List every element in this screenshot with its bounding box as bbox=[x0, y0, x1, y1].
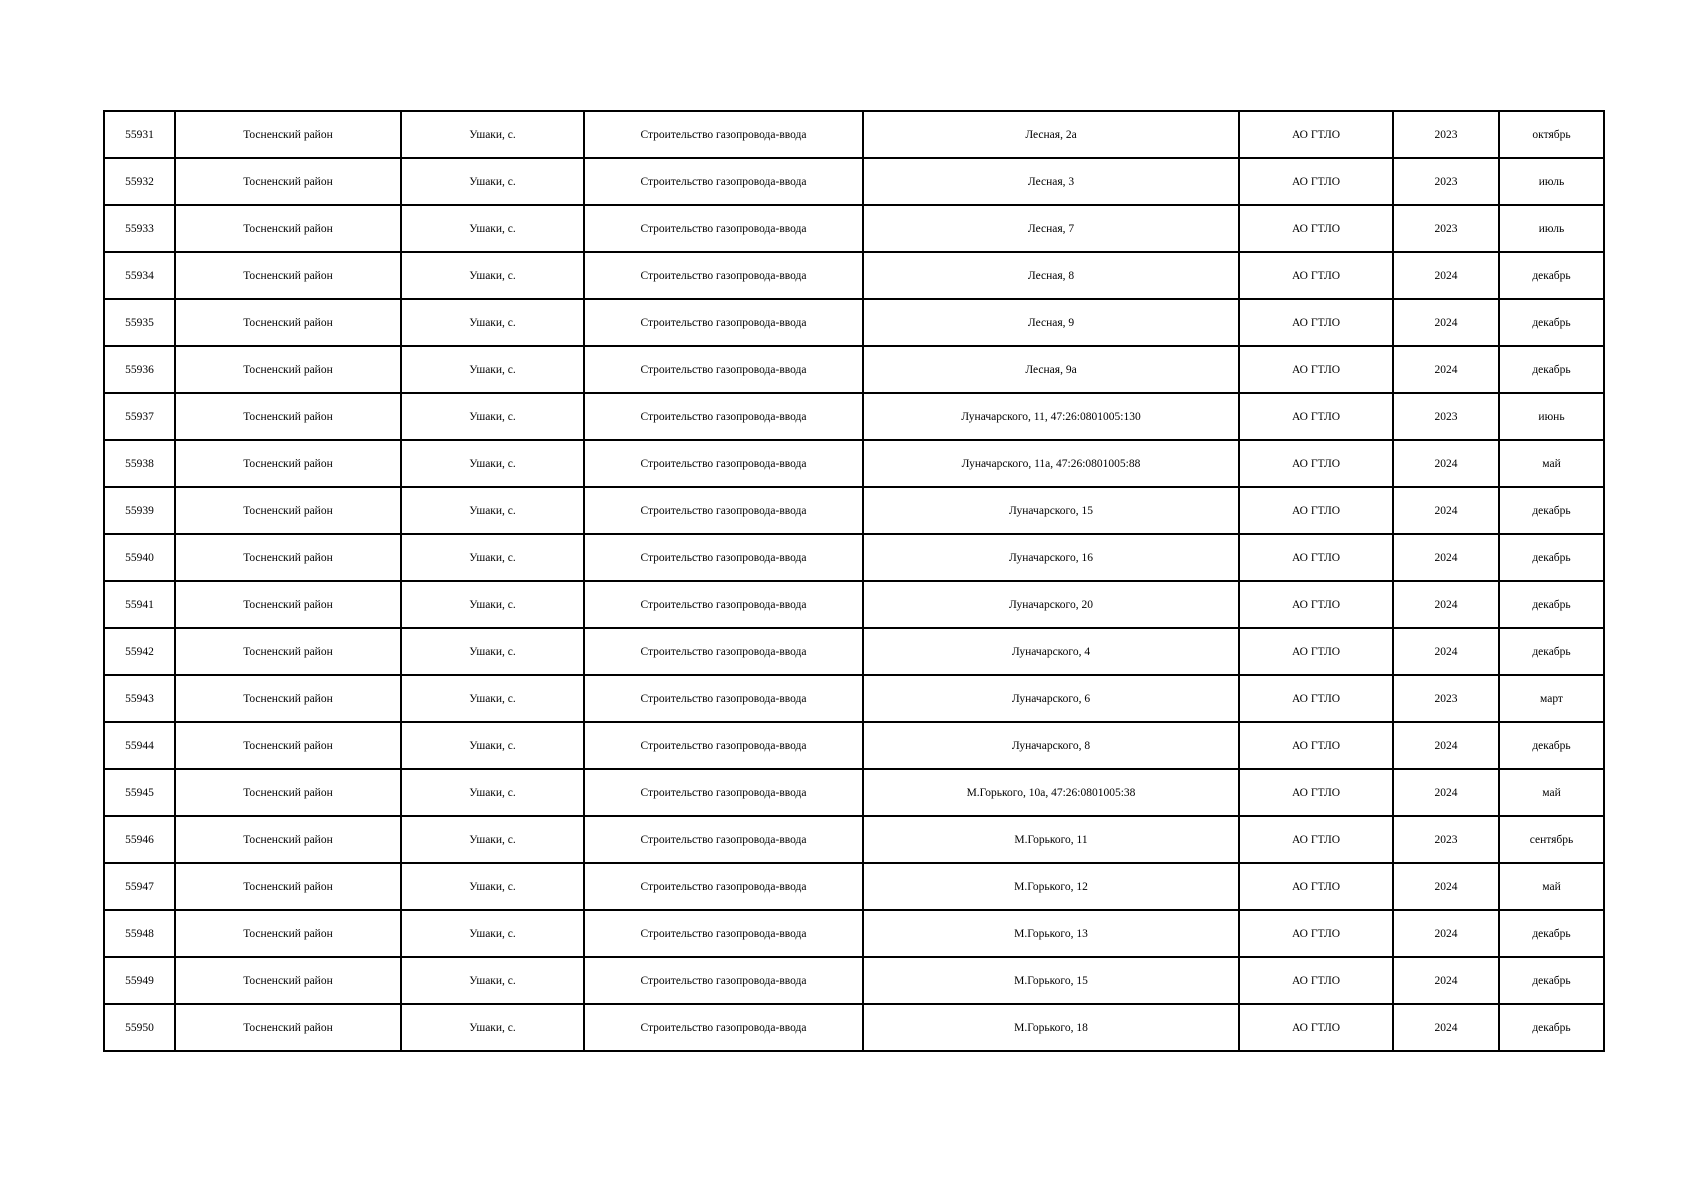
work-type-cell: Строительство газопровода-ввода bbox=[584, 910, 863, 957]
district-cell: Тосненский район bbox=[175, 1004, 401, 1051]
year-cell: 2023 bbox=[1393, 205, 1499, 252]
month-cell: октябрь bbox=[1499, 111, 1604, 158]
settlement-cell: Ушаки, с. bbox=[401, 769, 584, 816]
organization-cell: АО ГТЛО bbox=[1239, 440, 1393, 487]
district-cell: Тосненский район bbox=[175, 675, 401, 722]
district-cell: Тосненский район bbox=[175, 581, 401, 628]
month-cell: декабрь bbox=[1499, 722, 1604, 769]
settlement-cell: Ушаки, с. bbox=[401, 158, 584, 205]
record-id-cell: 55936 bbox=[104, 346, 175, 393]
district-cell: Тосненский район bbox=[175, 158, 401, 205]
organization-cell: АО ГТЛО bbox=[1239, 205, 1393, 252]
year-cell: 2023 bbox=[1393, 675, 1499, 722]
month-cell: сентябрь bbox=[1499, 816, 1604, 863]
organization-cell: АО ГТЛО bbox=[1239, 722, 1393, 769]
work-type-cell: Строительство газопровода-ввода bbox=[584, 346, 863, 393]
year-cell: 2024 bbox=[1393, 346, 1499, 393]
district-cell: Тосненский район bbox=[175, 299, 401, 346]
month-cell: июль bbox=[1499, 158, 1604, 205]
organization-cell: АО ГТЛО bbox=[1239, 628, 1393, 675]
year-cell: 2024 bbox=[1393, 581, 1499, 628]
record-id-cell: 55939 bbox=[104, 487, 175, 534]
settlement-cell: Ушаки, с. bbox=[401, 534, 584, 581]
record-id-cell: 55938 bbox=[104, 440, 175, 487]
district-cell: Тосненский район bbox=[175, 346, 401, 393]
organization-cell: АО ГТЛО bbox=[1239, 487, 1393, 534]
work-type-cell: Строительство газопровода-ввода bbox=[584, 440, 863, 487]
table-row bbox=[104, 816, 1604, 863]
record-id-cell: 55950 bbox=[104, 1004, 175, 1051]
record-id-cell: 55934 bbox=[104, 252, 175, 299]
work-type-cell: Строительство газопровода-ввода bbox=[584, 393, 863, 440]
table-row bbox=[104, 581, 1604, 628]
district-cell: Тосненский район bbox=[175, 252, 401, 299]
table-row bbox=[104, 722, 1604, 769]
address-cell: Луначарского, 6 bbox=[863, 675, 1239, 722]
address-cell: М.Горького, 13 bbox=[863, 910, 1239, 957]
work-type-cell: Строительство газопровода-ввода bbox=[584, 628, 863, 675]
district-cell: Тосненский район bbox=[175, 534, 401, 581]
work-type-cell: Строительство газопровода-ввода bbox=[584, 1004, 863, 1051]
settlement-cell: Ушаки, с. bbox=[401, 722, 584, 769]
address-cell: Луначарского, 20 bbox=[863, 581, 1239, 628]
address-cell: Луначарского, 11а, 47:26:0801005:88 bbox=[863, 440, 1239, 487]
settlement-cell: Ушаки, с. bbox=[401, 111, 584, 158]
month-cell: июнь bbox=[1499, 393, 1604, 440]
district-cell: Тосненский район bbox=[175, 722, 401, 769]
settlement-cell: Ушаки, с. bbox=[401, 205, 584, 252]
address-cell: Луначарского, 16 bbox=[863, 534, 1239, 581]
work-type-cell: Строительство газопровода-ввода bbox=[584, 487, 863, 534]
address-cell: Лесная, 7 bbox=[863, 205, 1239, 252]
district-cell: Тосненский район bbox=[175, 628, 401, 675]
year-cell: 2023 bbox=[1393, 111, 1499, 158]
work-type-cell: Строительство газопровода-ввода bbox=[584, 816, 863, 863]
table-row bbox=[104, 393, 1604, 440]
table-row bbox=[104, 346, 1604, 393]
month-cell: декабрь bbox=[1499, 1004, 1604, 1051]
gasification-table bbox=[103, 110, 1605, 1052]
organization-cell: АО ГТЛО bbox=[1239, 816, 1393, 863]
district-cell: Тосненский район bbox=[175, 769, 401, 816]
month-cell: декабрь bbox=[1499, 628, 1604, 675]
work-type-cell: Строительство газопровода-ввода bbox=[584, 675, 863, 722]
work-type-cell: Строительство газопровода-ввода bbox=[584, 299, 863, 346]
work-type-cell: Строительство газопровода-ввода bbox=[584, 534, 863, 581]
record-id-cell: 55931 bbox=[104, 111, 175, 158]
year-cell: 2024 bbox=[1393, 957, 1499, 1004]
table-row bbox=[104, 158, 1604, 205]
address-cell: Луначарского, 4 bbox=[863, 628, 1239, 675]
settlement-cell: Ушаки, с. bbox=[401, 628, 584, 675]
month-cell: декабрь bbox=[1499, 534, 1604, 581]
organization-cell: АО ГТЛО bbox=[1239, 863, 1393, 910]
organization-cell: АО ГТЛО bbox=[1239, 910, 1393, 957]
organization-cell: АО ГТЛО bbox=[1239, 252, 1393, 299]
district-cell: Тосненский район bbox=[175, 111, 401, 158]
settlement-cell: Ушаки, с. bbox=[401, 910, 584, 957]
year-cell: 2024 bbox=[1393, 722, 1499, 769]
settlement-cell: Ушаки, с. bbox=[401, 863, 584, 910]
work-type-cell: Строительство газопровода-ввода bbox=[584, 111, 863, 158]
record-id-cell: 55948 bbox=[104, 910, 175, 957]
work-type-cell: Строительство газопровода-ввода bbox=[584, 205, 863, 252]
district-cell: Тосненский район bbox=[175, 816, 401, 863]
work-type-cell: Строительство газопровода-ввода bbox=[584, 722, 863, 769]
address-cell: М.Горького, 12 bbox=[863, 863, 1239, 910]
record-id-cell: 55940 bbox=[104, 534, 175, 581]
month-cell: май bbox=[1499, 769, 1604, 816]
month-cell: май bbox=[1499, 440, 1604, 487]
address-cell: Лесная, 8 bbox=[863, 252, 1239, 299]
organization-cell: АО ГТЛО bbox=[1239, 111, 1393, 158]
settlement-cell: Ушаки, с. bbox=[401, 1004, 584, 1051]
month-cell: июль bbox=[1499, 205, 1604, 252]
table-row bbox=[104, 487, 1604, 534]
year-cell: 2024 bbox=[1393, 863, 1499, 910]
address-cell: М.Горького, 18 bbox=[863, 1004, 1239, 1051]
month-cell: декабрь bbox=[1499, 299, 1604, 346]
month-cell: декабрь bbox=[1499, 910, 1604, 957]
address-cell: М.Горького, 15 bbox=[863, 957, 1239, 1004]
year-cell: 2024 bbox=[1393, 487, 1499, 534]
year-cell: 2024 bbox=[1393, 1004, 1499, 1051]
settlement-cell: Ушаки, с. bbox=[401, 675, 584, 722]
organization-cell: АО ГТЛО bbox=[1239, 346, 1393, 393]
district-cell: Тосненский район bbox=[175, 393, 401, 440]
record-id-cell: 55945 bbox=[104, 769, 175, 816]
district-cell: Тосненский район bbox=[175, 205, 401, 252]
record-id-cell: 55944 bbox=[104, 722, 175, 769]
record-id-cell: 55933 bbox=[104, 205, 175, 252]
settlement-cell: Ушаки, с. bbox=[401, 581, 584, 628]
table-body bbox=[104, 111, 1604, 1051]
address-cell: Лесная, 3 bbox=[863, 158, 1239, 205]
month-cell: декабрь bbox=[1499, 487, 1604, 534]
year-cell: 2024 bbox=[1393, 769, 1499, 816]
year-cell: 2023 bbox=[1393, 816, 1499, 863]
table-row bbox=[104, 769, 1604, 816]
table-row bbox=[104, 863, 1604, 910]
address-cell: Луначарского, 15 bbox=[863, 487, 1239, 534]
year-cell: 2023 bbox=[1393, 158, 1499, 205]
month-cell: декабрь bbox=[1499, 346, 1604, 393]
record-id-cell: 55949 bbox=[104, 957, 175, 1004]
organization-cell: АО ГТЛО bbox=[1239, 957, 1393, 1004]
table-row bbox=[104, 910, 1604, 957]
address-cell: М.Горького, 11 bbox=[863, 816, 1239, 863]
settlement-cell: Ушаки, с. bbox=[401, 346, 584, 393]
address-cell: Луначарского, 11, 47:26:0801005:130 bbox=[863, 393, 1239, 440]
year-cell: 2024 bbox=[1393, 534, 1499, 581]
month-cell: март bbox=[1499, 675, 1604, 722]
organization-cell: АО ГТЛО bbox=[1239, 1004, 1393, 1051]
year-cell: 2024 bbox=[1393, 252, 1499, 299]
record-id-cell: 55941 bbox=[104, 581, 175, 628]
organization-cell: АО ГТЛО bbox=[1239, 158, 1393, 205]
table-row bbox=[104, 252, 1604, 299]
table-row bbox=[104, 299, 1604, 346]
table-row bbox=[104, 111, 1604, 158]
year-cell: 2024 bbox=[1393, 628, 1499, 675]
record-id-cell: 55935 bbox=[104, 299, 175, 346]
work-type-cell: Строительство газопровода-ввода bbox=[584, 252, 863, 299]
organization-cell: АО ГТЛО bbox=[1239, 581, 1393, 628]
organization-cell: АО ГТЛО bbox=[1239, 393, 1393, 440]
record-id-cell: 55932 bbox=[104, 158, 175, 205]
work-type-cell: Строительство газопровода-ввода bbox=[584, 581, 863, 628]
table-row bbox=[104, 957, 1604, 1004]
organization-cell: АО ГТЛО bbox=[1239, 675, 1393, 722]
district-cell: Тосненский район bbox=[175, 487, 401, 534]
month-cell: декабрь bbox=[1499, 581, 1604, 628]
settlement-cell: Ушаки, с. bbox=[401, 299, 584, 346]
work-type-cell: Строительство газопровода-ввода bbox=[584, 769, 863, 816]
settlement-cell: Ушаки, с. bbox=[401, 487, 584, 534]
district-cell: Тосненский район bbox=[175, 440, 401, 487]
settlement-cell: Ушаки, с. bbox=[401, 440, 584, 487]
organization-cell: АО ГТЛО bbox=[1239, 769, 1393, 816]
month-cell: май bbox=[1499, 863, 1604, 910]
address-cell: Лесная, 9а bbox=[863, 346, 1239, 393]
address-cell: Луначарского, 8 bbox=[863, 722, 1239, 769]
record-id-cell: 55937 bbox=[104, 393, 175, 440]
settlement-cell: Ушаки, с. bbox=[401, 252, 584, 299]
year-cell: 2024 bbox=[1393, 910, 1499, 957]
record-id-cell: 55943 bbox=[104, 675, 175, 722]
record-id-cell: 55946 bbox=[104, 816, 175, 863]
record-id-cell: 55942 bbox=[104, 628, 175, 675]
organization-cell: АО ГТЛО bbox=[1239, 534, 1393, 581]
year-cell: 2023 bbox=[1393, 393, 1499, 440]
settlement-cell: Ушаки, с. bbox=[401, 816, 584, 863]
table-row bbox=[104, 628, 1604, 675]
work-type-cell: Строительство газопровода-ввода bbox=[584, 863, 863, 910]
address-cell: Лесная, 9 bbox=[863, 299, 1239, 346]
table-row bbox=[104, 534, 1604, 581]
year-cell: 2024 bbox=[1393, 440, 1499, 487]
work-type-cell: Строительство газопровода-ввода bbox=[584, 158, 863, 205]
address-cell: М.Горького, 10а, 47:26:0801005:38 bbox=[863, 769, 1239, 816]
address-cell: Лесная, 2а bbox=[863, 111, 1239, 158]
table-row bbox=[104, 205, 1604, 252]
table-row bbox=[104, 440, 1604, 487]
district-cell: Тосненский район bbox=[175, 957, 401, 1004]
district-cell: Тосненский район bbox=[175, 863, 401, 910]
year-cell: 2024 bbox=[1393, 299, 1499, 346]
settlement-cell: Ушаки, с. bbox=[401, 957, 584, 1004]
month-cell: декабрь bbox=[1499, 252, 1604, 299]
table-row bbox=[104, 1004, 1604, 1051]
table-row bbox=[104, 675, 1604, 722]
work-type-cell: Строительство газопровода-ввода bbox=[584, 957, 863, 1004]
organization-cell: АО ГТЛО bbox=[1239, 299, 1393, 346]
district-cell: Тосненский район bbox=[175, 910, 401, 957]
month-cell: декабрь bbox=[1499, 957, 1604, 1004]
settlement-cell: Ушаки, с. bbox=[401, 393, 584, 440]
record-id-cell: 55947 bbox=[104, 863, 175, 910]
